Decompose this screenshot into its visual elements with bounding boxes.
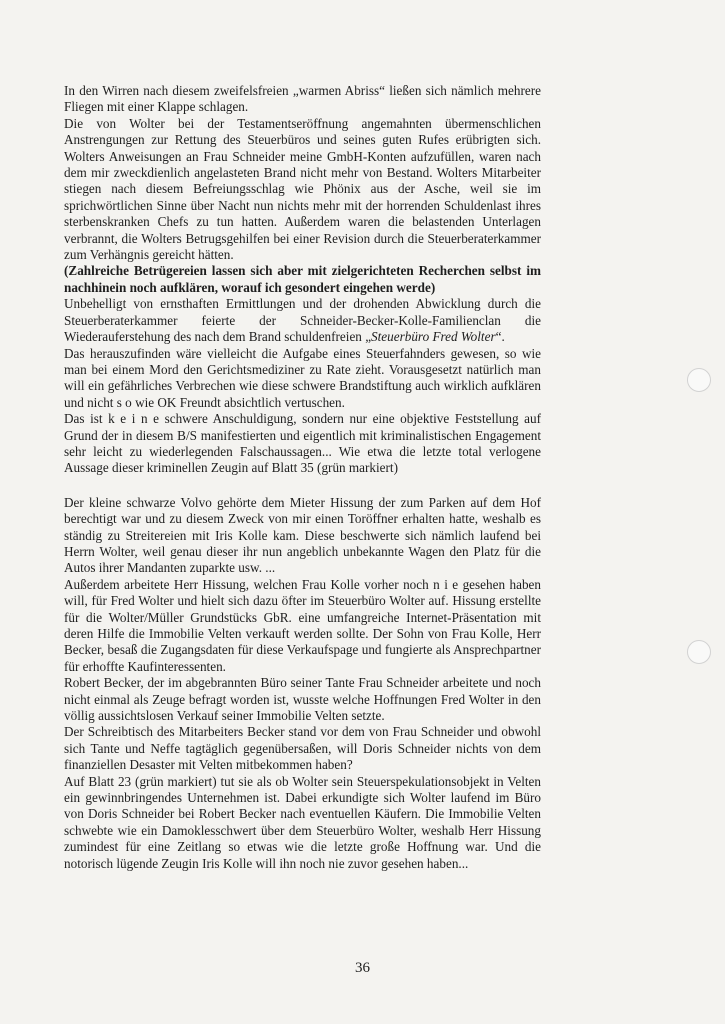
paragraph-2: Die von Wolter bei der Testamentseröffnung angemahnten übermenschlichen Anstrengungen zur Rettung des Steuerbüros und seines guten Rufes erübrigten sich. Wolters Anweisungen an Frau Schneider meine GmbH-Konten aufzufüllen, waren nach dem mir zweckdienlich angelasteten Brand nicht mehr von Bestand. Wolters Mitarbeiter stiegen nach diesem Befreiungsschlag wie Phönix aus der Asche, weil sie im sprichwörtlichen Sinne über Nacht nun nichts mehr mit der horrenden Schuldenlast ihres sterbenskranken Chefs zu tun hatten. Außerdem waren die belastenden Unterlagen verbrannt, die Wolters Betrugsgehilfen bei einer Revision durch die Steuerberaterkammer zum Verhängnis gereicht hätten. bbox=[64, 115, 541, 263]
paragraph-8: Robert Becker, der im abgebrannten Büro seiner Tante Frau Schneider arbeitete und noch nicht einmal als Zeuge befragt worden ist, wusste welche Hoffnungen Fred Wolter in den völlig aussichtslosen Verkauf seiner Immobilie Velten setzte. bbox=[64, 675, 541, 724]
italic-company-name: Steuerbüro Fred Wolter bbox=[371, 329, 496, 345]
paragraph-9: Der Schreibtisch des Mitarbeiters Becker stand vor dem von Frau Schneider und obwohl sich Tante und Neffe tagtäglich gegenübersaßen, will Doris Schneider nichts von dem finanziellen Desaster mit Velten mitbekommen haben? bbox=[64, 724, 541, 773]
paragraph-5: Das ist k e i n e schwere Anschuldigung, sondern nur eine objektive Feststellung auf Grund der in diesem B/S manifestierten und eigentlich mit kriminalistischen Engagement sehr leicht zu wiederlegenden Falschaussagen... Wie etwa die letzte total verlogene Aussage dieser kriminellen Zeugin auf Blatt 35 (grün markiert) bbox=[64, 411, 541, 476]
paragraph-3-text: Unbehelligt von ernsthaften Ermittlungen und der drohenden Abwicklung durch die Steuerberaterkammer feierte der Schneider-Becker-Kolle-Familienclan die Wiederauferstehung des nach dem Brand schuldenfreien „ bbox=[64, 296, 541, 345]
bold-paragraph: (Zahlreiche Betrügereien lassen sich aber mit zielgerichteten Recherchen selbst im nachhinein noch aufklären, worauf ich gesondert eingehen werde) bbox=[64, 263, 541, 295]
paragraph-gap bbox=[64, 477, 541, 495]
paragraph-3 bbox=[64, 296, 541, 345]
punch-hole-bottom bbox=[687, 640, 711, 664]
paragraph-3-end: “. bbox=[495, 329, 505, 345]
paragraph-6: Der kleine schwarze Volvo gehörte dem Mieter Hissung der zum Parken auf dem Hof berechtigt war und zu diesem Zweck von mir einen Toröffner erhalten hatte, weshalb es ständig zu Streitereien mit Iris Kolle kam. Diese beschwerte sich nämlich laufend bei Herrn Wolter, weil genau dieser ihr nun angeblich unbekannte Wagen den Platz für die Autos ihrer Mandanten zuparkte usw. ... bbox=[64, 494, 541, 576]
paragraph-7: Außerdem arbeitete Herr Hissung, welchen Frau Kolle vorher noch n i e gesehen haben will, für Fred Wolter und hielt sich dazu öfter im Steuerbüro Wolter auf. Hissung erstellte für die Wolter/Müller Grundstücks GbR. eine umfangreiche Internet-Präsentation mit deren Hilfe die Immobilie Velten verkauft werden sollte. Der Sohn von Frau Kolle, Herr Becker, besaß die Zugangsdaten für diese Verkaufspage und fungierte als Ansprechpartner für erhoffte Kaufinteressenten. bbox=[64, 576, 541, 674]
paragraph-4: Das herauszufinden wäre vielleicht die Aufgabe eines Steuerfahnders gewesen, so wie man bei einem Mord den Gerichtsmediziner zu Rate zieht. Vorausgesetzt natürlich man will ein gefährliches Verbrechen wie diese schwere Brandstiftung auch wirklich aufklären und nicht s o wie OK Freundt absichtlich vertuschen. bbox=[64, 345, 541, 410]
paragraph-10: Auf Blatt 23 (grün markiert) tut sie als ob Wolter sein Steuerspekulationsobjekt in Velten ein gewinnbringendes Unternehmen ist. Dabei erkundigte sich Wolter laufend im Büro von Doris Schneider bei Robert Becker nach eventuellen Käufern. Die Immobilie Velten schwebte wie ein Damoklesschwert über dem Steuerbüro Wolter, weshalb Herr Hissung zumindest für eine Zeitlang so etwas wie die letzte große Hoffnung war. Und die notorisch lügende Zeugin Iris Kolle will ihn noch nie zuvor gesehen haben... bbox=[64, 773, 541, 871]
punch-hole-top bbox=[687, 368, 711, 392]
body-text bbox=[64, 83, 541, 872]
paragraph-1: In den Wirren nach diesem zweifelsfreien „warmen Abriss“ ließen sich nämlich mehrere Fliegen mit einer Klappe schlagen. bbox=[64, 83, 541, 115]
page-number: 36 bbox=[355, 960, 370, 976]
